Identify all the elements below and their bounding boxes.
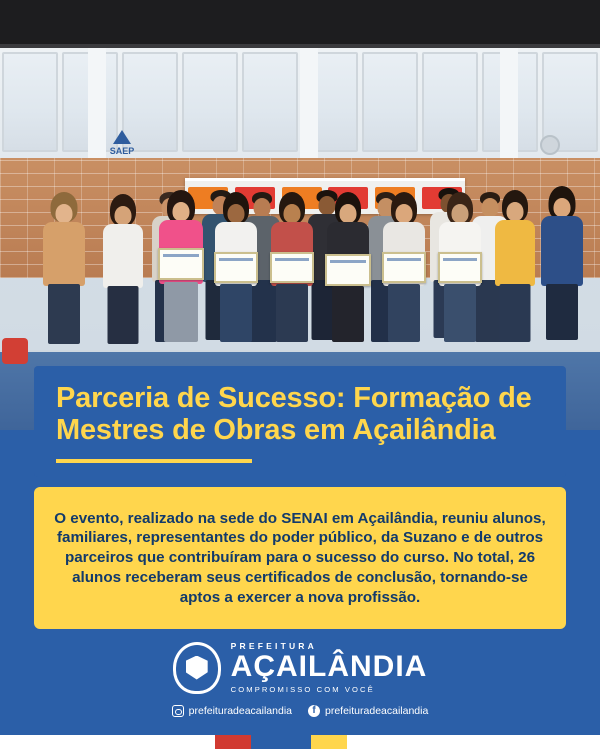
social-row	[0, 705, 600, 717]
bar-segment-blue	[251, 735, 311, 749]
title-divider	[56, 459, 252, 463]
brand-slogan: COMPROMISSO COM VOCÊ	[230, 685, 375, 694]
saep-wall-sign: SAEP	[100, 130, 144, 160]
headline-card	[34, 366, 566, 477]
body-text: O evento, realizado na sede do SENAI em Açailândia, reuniu alunos, familiares, representantes do poder público, da Suzano e de outros parceiros que contribuíram para o sucesso do curso. No total, 26 alunos receberam seus certificados de conclusão, tornando-se aptos a exercer a nova profissão.	[54, 509, 546, 606]
brand-city: AÇAILÂNDIA	[230, 650, 428, 683]
body-card	[34, 487, 566, 629]
footer	[0, 629, 600, 749]
brand-prefix: PREFEITURA	[230, 641, 317, 651]
social-facebook[interactable]	[308, 705, 428, 717]
bottom-color-bar	[0, 735, 600, 749]
instagram-icon	[172, 705, 184, 717]
city-crest-icon	[173, 642, 221, 694]
page-title: Parceria de Sucesso: Formação de Mestres de Obras em Açailândia	[56, 382, 532, 447]
bar-segment-yellow	[311, 735, 347, 749]
facebook-handle: prefeituradeacailandia	[325, 705, 429, 717]
bar-segment-red	[215, 735, 251, 749]
social-instagram[interactable]	[172, 705, 292, 717]
brand-lockup	[0, 641, 600, 694]
instagram-handle: prefeituradeacailandia	[188, 705, 292, 717]
facebook-icon: f	[308, 705, 320, 717]
wordmark	[231, 641, 428, 694]
